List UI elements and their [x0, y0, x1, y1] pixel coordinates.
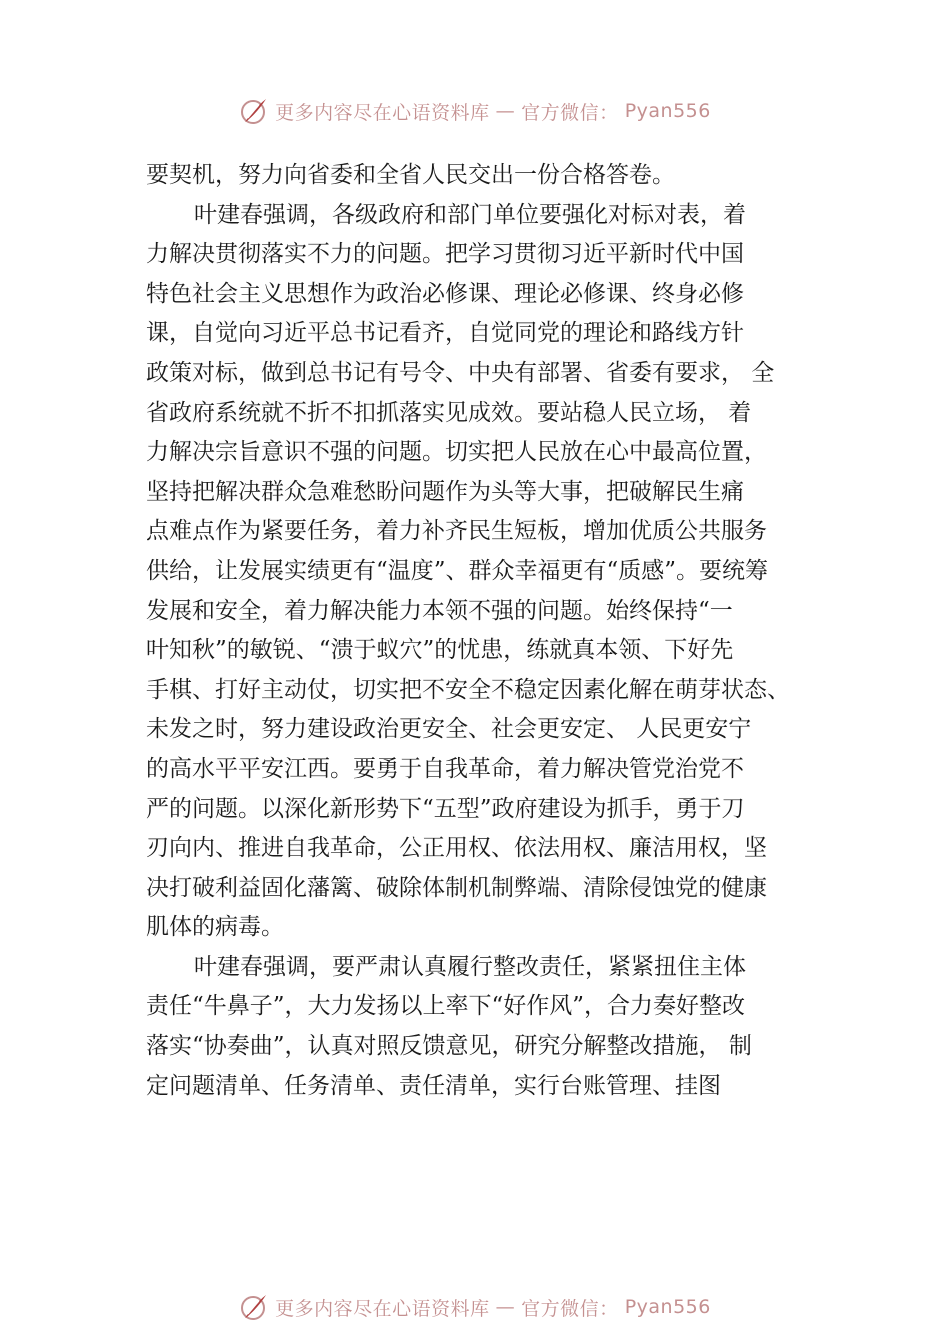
- body-line: 责任“牛鼻子”，大力发扬以上率下“好作风”，合力奏好整改: [146, 993, 746, 1020]
- feather-logo-icon: [239, 96, 269, 126]
- feather-logo-icon: [239, 1292, 269, 1322]
- footer-watermark: [0, 1292, 950, 1322]
- watermark-separator: —: [495, 100, 516, 122]
- body-line: 特色社会主义思想作为政治必修课、理论必修课、终身必修: [146, 280, 744, 307]
- body-line: 力解决宗旨意识不强的问题。切实把人民放在心中最高位置，: [146, 439, 767, 466]
- body-line: 叶建春强调，要严肃认真履行整改责任，紧紧扭住主体: [194, 953, 746, 980]
- body-line: 力解决贯彻落实不力的问题。把学习贯彻习近平新时代中国: [146, 241, 744, 268]
- body-line: 未发之时，努力建设政治更安全、社会更安定、 人民更安宁: [146, 716, 752, 743]
- body-line: 发展和安全，着力解决能力本领不强的问题。始终保持“一: [146, 597, 733, 624]
- body-line: 课，自觉向习近平总书记看齐，自觉同党的理论和路线方针: [146, 320, 744, 347]
- body-line: 刃向内、推进自我革命，公正用权、依法用权、廉洁用权，坚: [146, 835, 767, 862]
- body-line: 手棋、打好主动仗，切实把不安全不稳定因素化解在萌芽状态、: [146, 676, 790, 703]
- watermark-wechat-label: 官方微信：: [521, 1297, 619, 1320]
- watermark-wechat-id: Pyan556: [624, 100, 711, 122]
- body-line: 供给，让发展实绩更有“温度”、群众幸福更有“质感”。要统筹: [146, 557, 769, 584]
- body-line: 定问题清单、任务清单、责任清单，实行台账管理、挂图: [146, 1072, 721, 1099]
- body-line: 叶建春强调，各级政府和部门单位要强化对标对表，着: [194, 201, 746, 228]
- body-line: 严的问题。以深化新形势下“五型”政府建设为抓手，勇于刀: [146, 795, 745, 822]
- body-line: 决打破利益固化藩篱、破除体制机制弊端、清除侵蚀党的健康: [146, 874, 767, 901]
- body-line: 肌体的病毒。: [146, 914, 284, 941]
- header-watermark: [0, 96, 950, 126]
- watermark-text: 更多内容尽在心语资料库: [275, 101, 490, 124]
- body-line: 的高水平平安江西。要勇于自我革命，着力解决管党治党不: [146, 755, 744, 782]
- watermark-wechat-id: Pyan556: [624, 1296, 711, 1318]
- body-line: 落实“协奏曲”，认真对照反馈意见，研究分解整改措施， 制: [146, 1033, 752, 1060]
- watermark-text: 更多内容尽在心语资料库: [275, 1297, 490, 1320]
- body-line: 省政府系统就不折不扣抓落实见成效。要站稳人民立场， 着: [146, 399, 752, 426]
- document-body: [146, 156, 826, 1106]
- body-line: 政策对标，做到总书记有号令、中央有部署、省委有要求， 全: [146, 359, 775, 386]
- body-line: 要契机，努力向省委和全省人民交出一份合格答卷。: [146, 162, 675, 188]
- watermark-wechat-label: 官方微信：: [521, 101, 619, 124]
- watermark-separator: —: [495, 1296, 516, 1318]
- body-line: 点难点作为紧要任务，着力补齐民生短板，增加优质公共服务: [146, 518, 767, 545]
- body-line: 坚持把解决群众急难愁盼问题作为头等大事，把破解民生痛: [146, 478, 744, 505]
- body-line: 叶知秋”的敏锐、“溃于蚁穴”的忧患，练就真本领、下好先: [146, 637, 734, 664]
